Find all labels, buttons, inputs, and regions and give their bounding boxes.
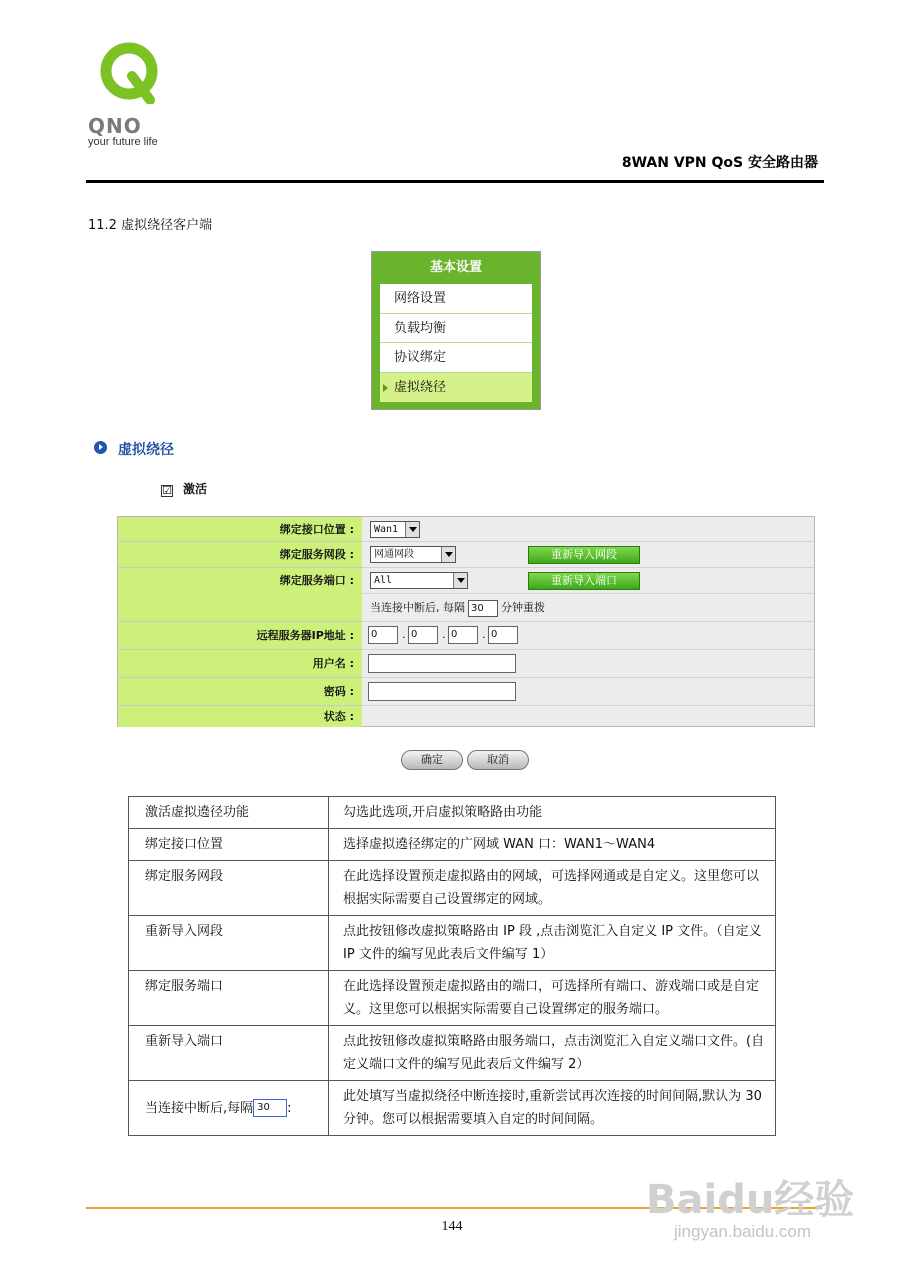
form-value	[362, 568, 814, 594]
term-cell	[129, 1081, 329, 1136]
select-value: Wan1	[374, 524, 399, 535]
watermark-url: jingyan.baidu.com	[674, 1222, 812, 1241]
password-input[interactable]	[368, 682, 516, 701]
form-value	[362, 542, 814, 568]
confirm-button[interactable]: 确定	[401, 750, 463, 770]
chevron-down-icon	[405, 522, 419, 537]
sub-heading-text: 虚拟绕径	[118, 442, 174, 458]
desc-cell: 勾选此选项,开启虚拟策略路由功能	[329, 797, 776, 829]
table-row	[129, 797, 776, 829]
term-cell: 重新导入端口	[129, 1026, 329, 1081]
username-input[interactable]	[368, 654, 516, 673]
ip-octet-4[interactable]: 0	[488, 626, 518, 644]
circle-arrow-icon	[94, 441, 107, 454]
arrow-right-icon	[383, 384, 388, 392]
desc-cell: 点此按钮修改虚拟策略路由 IP 段 ,点击浏览汇入自定义 IP 文件。（自定义 IP 文件的编写见此表后文件编写 1）	[329, 916, 776, 971]
form-value	[362, 650, 814, 678]
header-rule	[86, 180, 824, 183]
form-row-username	[118, 650, 814, 678]
desc-cell: 点此按钮修改虚拟策略路由服务端口，点击浏览汇入自定义端口文件。(自定义端口文件的编写见此表后文件编写 2）	[329, 1026, 776, 1081]
activate-option[interactable]	[161, 480, 207, 497]
reconnect-suffix: 分钟重拨	[501, 601, 545, 614]
status-label: 状态 :	[118, 706, 362, 727]
form-row-status	[118, 706, 814, 727]
ip-octet-1[interactable]: 0	[368, 626, 398, 644]
term-cell: 重新导入网段	[129, 916, 329, 971]
description-table	[128, 796, 776, 1136]
virtual-bypass-form	[117, 516, 815, 727]
form-value	[362, 594, 814, 622]
reconnect-prefix: 当连接中断后, 每隔	[370, 601, 465, 614]
desc-cell: 此处填写当虚拟绕径中断连接时,重新尝试再次连接的时间间隔,默认为 30 分钟。您可以根据需要填入自定的时间间隔。	[329, 1081, 776, 1136]
term-cell: 激活虚拟遶径功能	[129, 797, 329, 829]
status-value	[362, 706, 814, 727]
form-value	[362, 678, 814, 706]
server-ip-label: 远程服务器IP地址 :	[118, 622, 362, 650]
select-value: All	[374, 575, 393, 586]
menu-item-label: 虚拟绕径	[394, 379, 447, 395]
activate-checkbox[interactable]: ☑	[162, 484, 172, 497]
reconnect-interval-input[interactable]: 30	[468, 600, 498, 617]
term-cell: 绑定接口位置	[129, 829, 329, 861]
table-row	[129, 861, 776, 916]
q-logo-icon	[98, 42, 160, 104]
activate-label: 激活	[183, 482, 208, 496]
bind-port-label: 绑定服务端口 :	[118, 568, 362, 622]
form-row-password	[118, 678, 814, 706]
form-row-server-ip	[118, 622, 814, 650]
username-label: 用户名 :	[118, 650, 362, 678]
bind-network-select[interactable]	[370, 546, 456, 563]
select-value: 网通网段	[374, 549, 414, 560]
logo-tagline: your future life	[88, 136, 158, 148]
form-row-port	[118, 568, 814, 622]
term-suffix: :	[287, 1100, 292, 1116]
logo-word: QNO	[88, 114, 142, 138]
cancel-button[interactable]: 取消	[467, 750, 529, 770]
menu-item-virtual-bypass[interactable]	[380, 373, 532, 403]
page-number: 144	[441, 1219, 463, 1234]
password-label: 密码 :	[118, 678, 362, 706]
desc-cell: 在此选择设置预走虚拟路由的网域，可选择网通或是自定义。这里您可以根据实际需要自己设置绑定的网域。	[329, 861, 776, 916]
form-value	[362, 517, 814, 542]
term-prefix: 当连接中断后,每隔	[145, 1100, 254, 1116]
reimport-network-button[interactable]: 重新导入网段	[528, 546, 640, 564]
chevron-down-icon	[453, 573, 467, 588]
form-row-network	[118, 542, 814, 568]
watermark-title: Baidu经验	[646, 1177, 855, 1223]
interval-sample-input: 30	[253, 1099, 287, 1117]
menu-title: 基本设置	[429, 260, 482, 275]
baidu-watermark	[640, 1160, 860, 1270]
section-heading: 11.2 虚拟绕径客户端	[88, 218, 213, 233]
bind-network-label: 绑定服务网段 :	[118, 542, 362, 568]
table-row	[129, 916, 776, 971]
chevron-down-icon	[441, 547, 455, 562]
ip-dot: .	[442, 628, 446, 641]
form-value	[362, 622, 814, 650]
desc-cell: 选择虚拟遶径绑定的广网域 WAN 口：WAN1～WAN4	[329, 829, 776, 861]
table-row	[129, 1026, 776, 1081]
settings-menu	[371, 251, 541, 410]
menu-item-label: 网络设置	[394, 291, 447, 306]
menu-item-protocol-binding[interactable]	[380, 343, 532, 373]
ip-octet-2[interactable]: 0	[408, 626, 438, 644]
form-row-interface	[118, 517, 814, 542]
bind-interface-label: 绑定接口位置 :	[118, 517, 362, 542]
menu-item-label: 协议绑定	[394, 350, 447, 365]
term-cell: 绑定服务网段	[129, 861, 329, 916]
reimport-port-button[interactable]: 重新导入端口	[528, 572, 640, 590]
ip-dot: .	[482, 628, 486, 641]
bind-interface-select[interactable]	[370, 521, 420, 538]
reconnect-setting	[370, 596, 545, 620]
desc-cell: 在此选择设置预走虚拟路由的端口，可选择所有端口、游戏端口或是自定义。这里您可以根据实际需要自己设置绑定的服务端口。	[329, 971, 776, 1026]
table-row	[129, 829, 776, 861]
table-row	[129, 1081, 776, 1136]
menu-item-label: 负载均衡	[394, 320, 447, 336]
qno-logo	[88, 42, 188, 152]
ip-octet-3[interactable]: 0	[448, 626, 478, 644]
document-title: 8WAN VPN QoS 安全路由器	[621, 155, 818, 171]
table-row	[129, 971, 776, 1026]
bind-port-select[interactable]	[370, 572, 468, 589]
ip-dot: .	[402, 628, 406, 641]
term-cell: 绑定服务端口	[129, 971, 329, 1026]
menu-item-network[interactable]	[380, 284, 532, 314]
menu-item-load-balance[interactable]	[380, 314, 532, 344]
